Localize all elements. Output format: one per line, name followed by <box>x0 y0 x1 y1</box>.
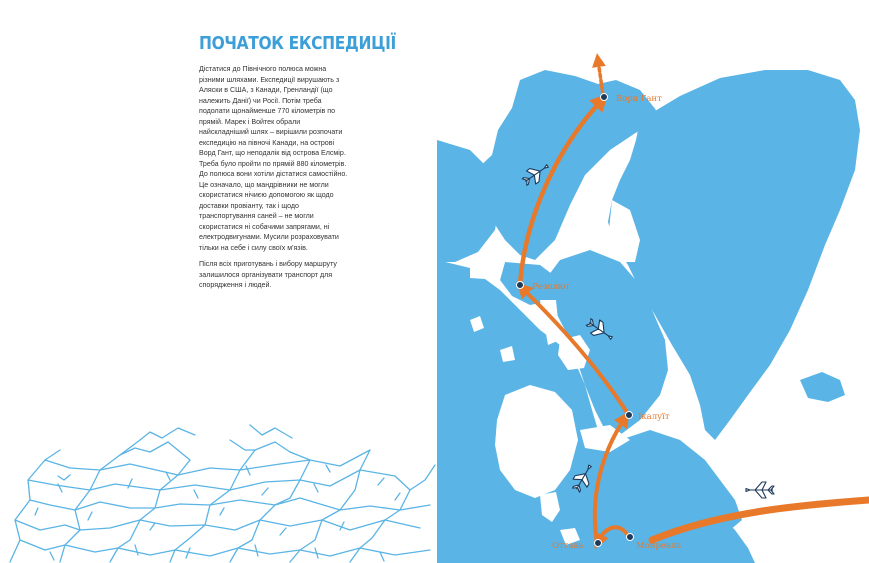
city-label-resolute: Резолют <box>532 282 571 292</box>
page-title: ПОЧАТОК ЕКСПЕДИЦІЇ <box>199 33 396 54</box>
city-label-montreal: Монреаль <box>636 541 682 551</box>
iceland <box>800 372 845 402</box>
city-dot-ottawa <box>595 540 602 547</box>
city-label-ottawa: Оттава <box>552 541 584 551</box>
city-dot-resolute <box>517 282 524 289</box>
airplane-icon <box>746 482 774 498</box>
paragraph-2: Після всіх приготувань і вибору маршруту залишилося організувати транспорт для спорядження і людей. <box>199 260 337 289</box>
city-label-ward-hunt: Ворд Гант <box>616 94 662 104</box>
land-masses <box>437 70 860 563</box>
city-dot-iqaluit <box>626 412 633 419</box>
cracked-ice-illustration <box>0 380 437 563</box>
paragraph-1: Дістатися до Північного полюса можна різними шляхами. Експедиції вирушають з Аляски в США, з Канади, Гренландії (що належить Данії) чи Росії. Потім треба подолати щонайменше 770 кілометрів по прямій. Марек і Войтек обрали найскладніший шлях – вирішили розпочати експедицію на півночі Канади, на острові Ворд Гант, що неподалік від острова Елсмір. Треба було пройти по прямій 880 кілометрів. До полюса вони хотіли дістатися самостійно. Це означало, що мандрівники не могли скористатися нічиєю допомогою як щодо доставки провіанту, так і щодо транспортування саней – не могли скористатися ні собачими запрягами, ні електродвигунами. Мусили розраховувати тільки на себе і силу своїх м'язів. <box>199 65 348 252</box>
channel-1 <box>470 255 505 280</box>
city-dot-ward-hunt <box>601 94 608 101</box>
body-text <box>199 64 349 297</box>
city-label-iqaluit: Ікалуїт <box>638 412 670 422</box>
city-dot-montreal <box>627 534 634 541</box>
route-map <box>437 0 869 563</box>
